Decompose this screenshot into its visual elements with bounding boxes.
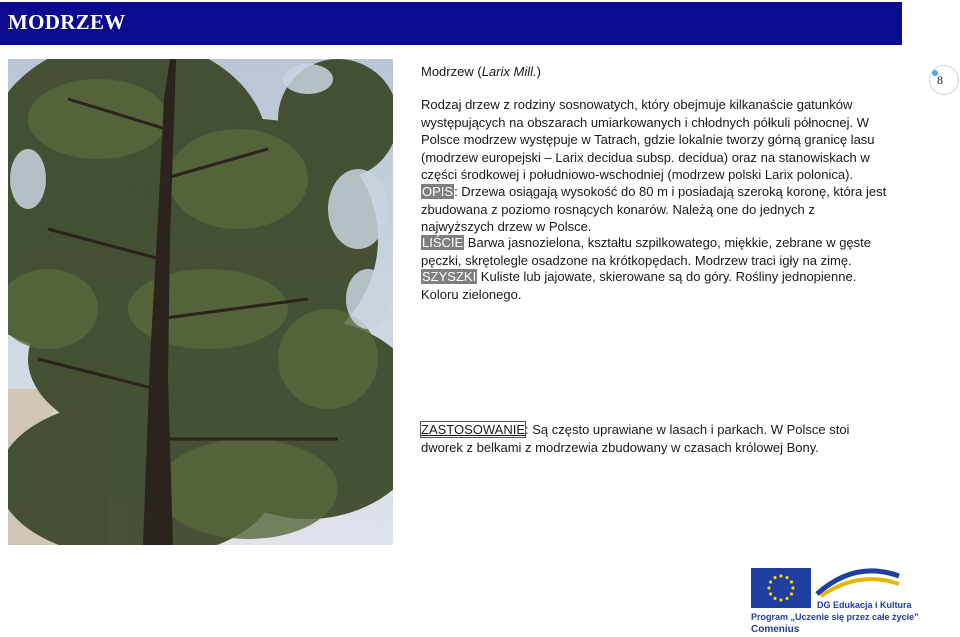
zastosowanie-paragraph [421, 421, 889, 456]
dg-education-label: DG Edukacja i Kultura [817, 600, 912, 610]
opis-label: OPIS [422, 184, 454, 199]
szyszki-paragraph [421, 268, 889, 303]
heading-name: Modrzew [421, 64, 474, 79]
intro-text: Rodzaj drzew z rodziny sosnowatych, który obejmuje kilkanaście gatunków występujących na obszarach umiarkowanych i chłodnych półkuli północnej. W Polsce modrzew występuje w Tatrach, gdzie lokalnie tworzy górną granicę lasu (modrzew europejski – Larix decidua subsp. decidua) oraz na stanowiskach w części środkowej i południowo-wschodniej (modrzew polski Larix polonica). [421, 97, 875, 182]
zastosowanie-text: : Są często uprawiane w lasach i parkach. W Polsce stoi dworek z belkami z modrzewia zbudowany w czasach królowej Bony. [421, 422, 850, 455]
larch-tree-photo [8, 59, 393, 545]
szyszki-label: SZYSZKI [422, 269, 477, 284]
heading: Modrzew (Larix Mill.) [421, 64, 541, 79]
liscie-paragraph [421, 234, 889, 269]
eu-flag-icon [751, 568, 811, 608]
liscie-text: Barwa jasnozielona, kształtu szpilkowatego, miękkie, zebrane w gęste pęczki, skrętolegle osadzone na krótkopędach. Modrzew traci igły na zimę. [421, 235, 872, 268]
zastosowanie-label: ZASTOSOWANIE [421, 422, 526, 437]
page-number: 8 [937, 73, 943, 87]
opis-paragraph [421, 183, 889, 236]
title-bar [0, 2, 902, 45]
szyszki-text: Kuliste lub jajowate, skierowane są do góry. Rośliny jednopienne. Koloru zielonego. [421, 269, 857, 302]
heading-latin: Larix Mill. [481, 64, 537, 79]
liscie-label: LIŚCIE [422, 235, 464, 250]
intro-paragraph [421, 96, 889, 184]
page-title: MODRZEW [8, 10, 126, 34]
opis-text: : Drzewa osiągają wysokość do 80 m i posiadają szeroką koronę, która jest zbudowana z poziomo rosnących konarów. Należą one do jednych z najwyższych drzew w Polsce. [421, 184, 887, 234]
comenius-label: Comenius [751, 624, 800, 635]
program-label: Program „Uczenie się przez całe życie” [751, 612, 919, 622]
lifelong-learning-logo-icon [815, 566, 901, 598]
